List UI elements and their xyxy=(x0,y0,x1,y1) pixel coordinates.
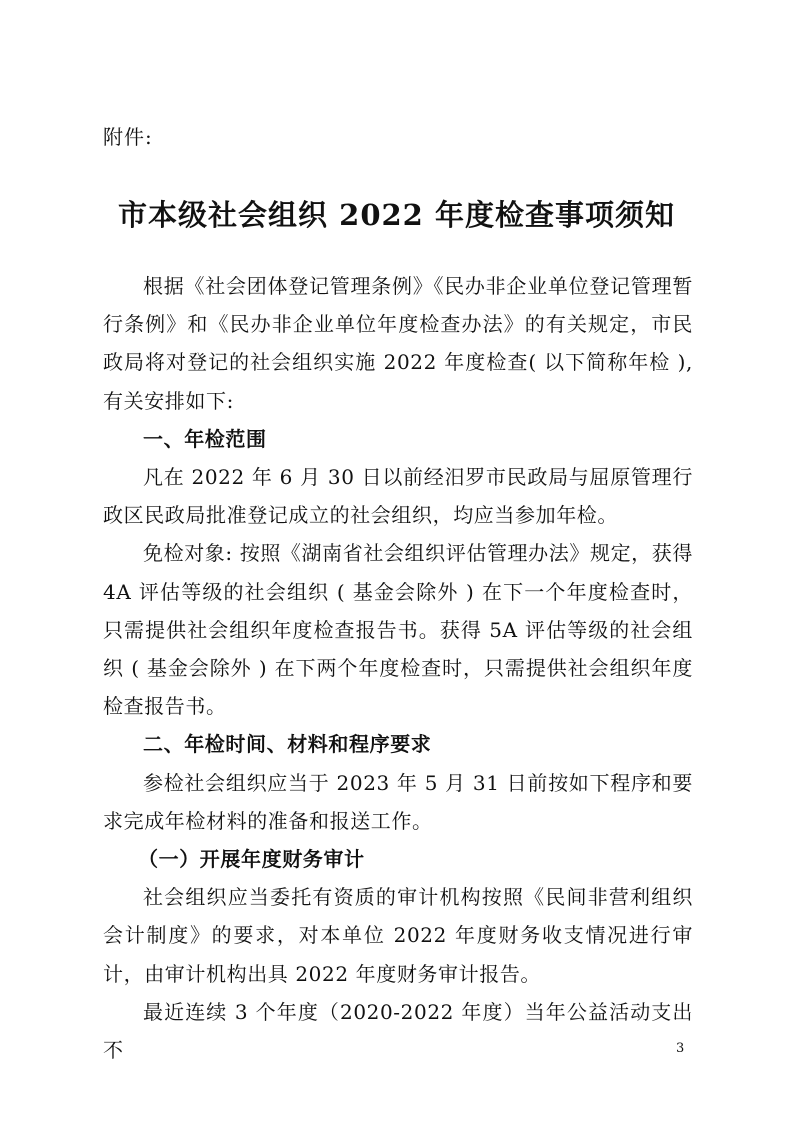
section-1-paragraph-1: 凡在 2022 年 6 月 30 日以前经汨罗市民政局与屈原管理行政区民政局批准登记成立的社会组织，均应当参加年检。 xyxy=(103,465,693,528)
subsection-1-heading: （一）开展年度财务审计 xyxy=(138,847,365,872)
section-1-paragraph-2: 免检对象: 按照《湖南省社会组织评估管理办法》规定，获得 4A 评估等级的社会组织 ( 基金会除外 ) 在下一个年度检查时，只需提供社会组织年度检查报告书。获得 5A 评估等级的社会组织 ( 基金会除外 ) 在下两个年度检查时，只需提供社会组织年度检查报告书。 xyxy=(103,541,693,719)
section-1-heading: 一、年检范围 xyxy=(143,426,267,451)
page-number: 3 xyxy=(676,1041,685,1056)
attachment-label: 附件: xyxy=(103,125,153,149)
section-2-paragraph-1: 参检社会组织应当于 2023 年 5 月 31 日前按如下程序和要求完成年检材料的准备和报送工作。 xyxy=(103,770,693,833)
document-body xyxy=(103,267,693,1069)
intro-paragraph: 根据《社会团体登记管理条例》《民办非企业单位登记管理暂行条例》和《民办非企业单位年度检查办法》的有关规定，市民政局将对登记的社会组织实施 2022 年度检查( 以下简称年检 ), 有关安排如下: xyxy=(103,274,693,413)
subsection-1-paragraph-1: 社会组织应当委托有资质的审计机构按照《民间非营利组织会计制度》的要求，对本单位 2022 年度财务收支情况进行审计，由审计机构出具 2022 年度财务审计报告。 xyxy=(103,885,693,986)
document-title: 市本级社会组织 2022 年度检查事项须知 xyxy=(118,198,675,232)
subsection-1-paragraph-2: 最近连续 3 个年度（2020-2022 年度）当年公益活动支出不 xyxy=(103,999,693,1063)
section-2-heading: 二、年检时间、材料和程序要求 xyxy=(143,732,432,757)
